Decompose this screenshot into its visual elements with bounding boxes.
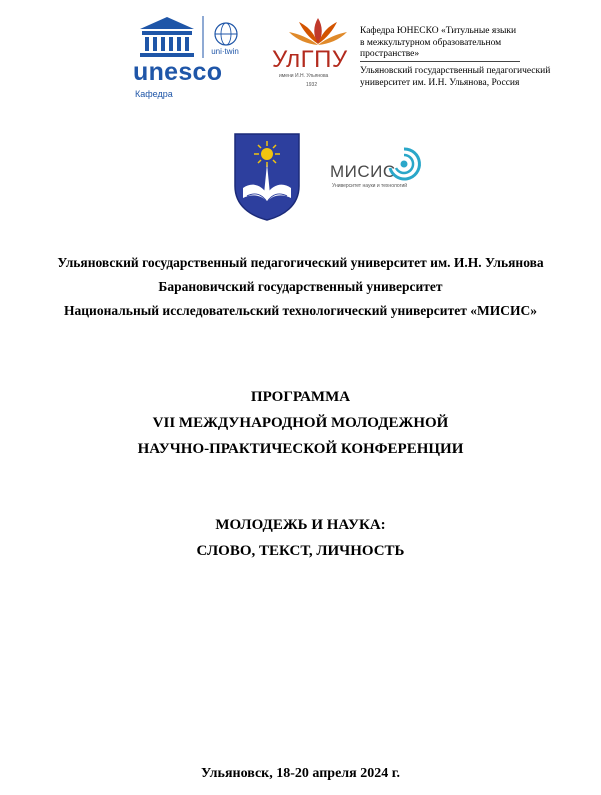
ulgpu-lotus-logo [285, 14, 351, 50]
unesco-chair-label: Кафедра [135, 89, 173, 99]
ulgpu-year: 1932 [306, 82, 318, 88]
conference-title: МОЛОДЕЖЬ И НАУКА: [215, 517, 386, 533]
misis-wordmark: МИСИС [330, 162, 396, 181]
chair-line: пространстве» [360, 49, 420, 59]
unesco-temple-logo [136, 14, 198, 60]
organizer-line: Национальный исследовательский технологический университет «МИСИС» [64, 303, 537, 318]
university-description [360, 66, 595, 89]
organizer-line: Барановичский государственный университет [158, 279, 443, 294]
university-line: университет им. И.Н. Ульянова, Россия [360, 77, 520, 88]
unesco-wordmark: unesco [133, 58, 223, 86]
unitwin-logo [202, 14, 248, 60]
baranovichi-shield-emblem [233, 132, 301, 222]
ulgpu-subtitle: имени И.Н. Ульянова [279, 73, 329, 79]
unitwin-label: uni·twin [211, 47, 239, 56]
misis-subtitle: Университет науки и технологий [332, 183, 408, 189]
unesco-chair-description [360, 26, 595, 61]
ulgpu-wordmark: УлГПУ [272, 46, 348, 73]
organizer-line: Ульяновский государственный педагогический университет им. И.Н. Ульянова [57, 255, 544, 270]
conference-title: СЛОВО, ТЕКСТ, ЛИЧНОСТЬ [196, 543, 405, 559]
misis-ring-logo [386, 146, 422, 182]
program-title: НАУЧНО-ПРАКТИЧЕСКОЙ КОНФЕРЕНЦИИ [137, 441, 464, 457]
chair-line: Кафедра ЮНЕСКО «Титульные языки [360, 26, 517, 36]
chair-line: в межкультурном образовательном [360, 37, 502, 48]
university-line: Ульяновский государственный педагогический [360, 66, 551, 76]
program-title: ПРОГРАММА [250, 389, 351, 405]
place-date-footer: Ульяновск, 18-20 апреля 2024 г. [200, 766, 400, 781]
header-divider [360, 61, 520, 62]
program-title: VII МЕЖДУНАРОДНОЙ МОЛОДЕЖНОЙ [152, 415, 449, 431]
